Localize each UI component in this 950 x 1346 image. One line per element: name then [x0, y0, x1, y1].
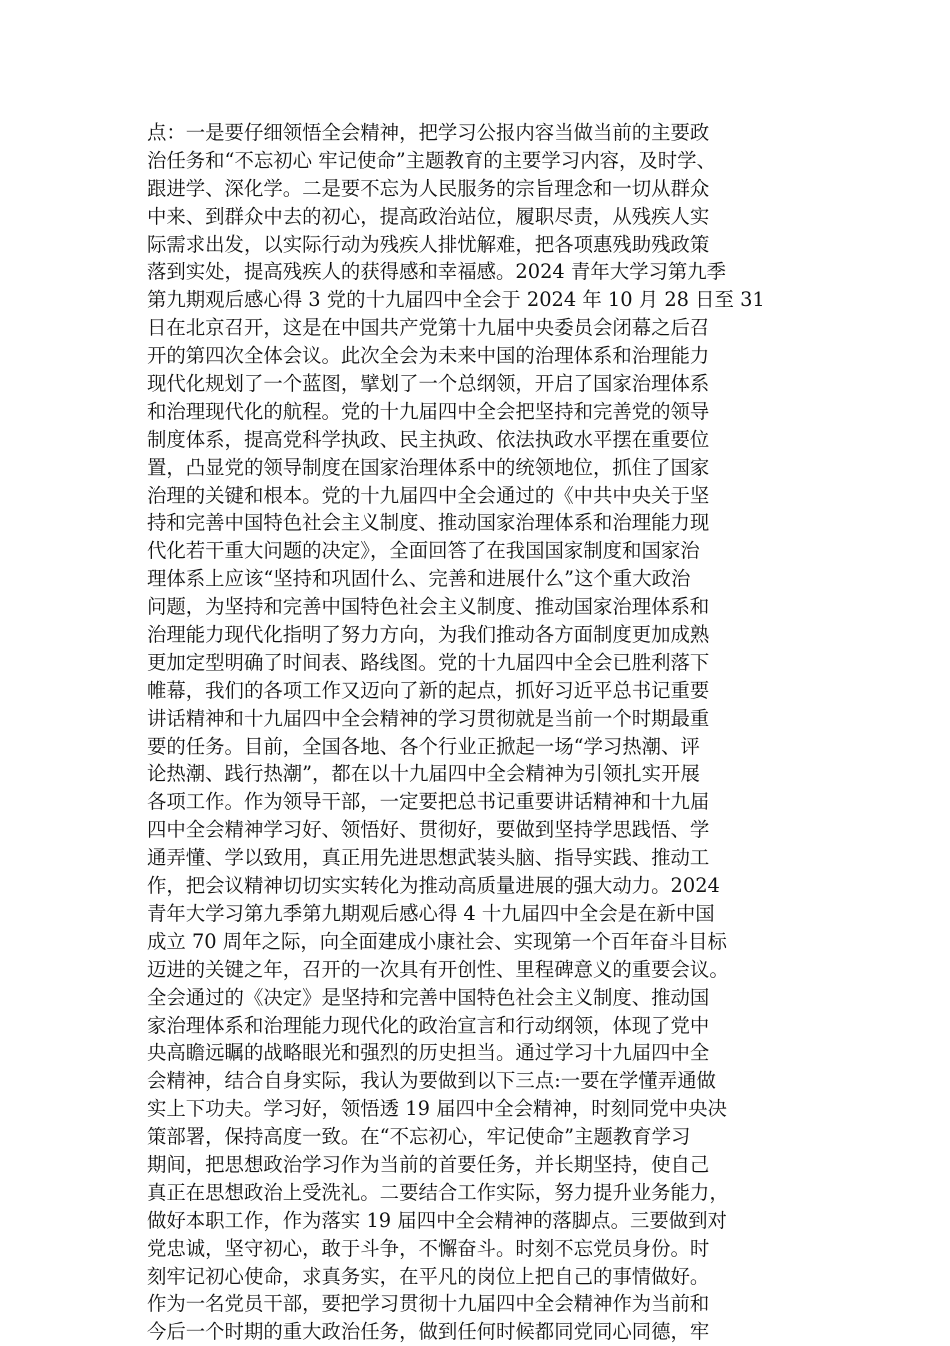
text-line: 要的任务。目前，全国各地、各个行业正掀起一场“学习热潮、评	[147, 734, 700, 758]
text-line: 实上下功夫。学习好，领悟透 19 届四中全会精神，时刻同党中央决	[147, 1097, 727, 1121]
text-line: 各项工作。作为领导干部，一定要把总书记重要讲话精神和十九届	[147, 790, 710, 814]
text-line: 第九期观后感心得 3 党的十九届四中全会于 2024 年 10 月 28 日至 31	[147, 288, 765, 312]
text-line: 跟进学、深化学。二是要不忘为人民服务的宗旨理念和一切从群众	[147, 176, 710, 200]
text-line: 全会通过的《决定》是坚持和完善中国特色社会主义制度、推动国	[147, 985, 710, 1009]
text-line: 期间，把思想政治学习作为当前的首要任务，并长期坚持，使自己	[147, 1152, 710, 1176]
text-line: 问题，为坚持和完善中国特色社会主义制度、推动国家治理体系和	[147, 595, 710, 619]
text-line: 青年大学习第九季第九期观后感心得 4 十九届四中全会是在新中国	[147, 901, 715, 925]
text-line: 做好本职工作，作为落实 19 届四中全会精神的落脚点。三要做到对	[147, 1208, 727, 1232]
text-line: 刻牢记初心使命，求真务实，在平凡的岗位上把自己的事情做好。	[147, 1264, 710, 1288]
text-line: 央高瞻远瞩的战略眼光和强烈的历史担当。通过学习十九届四中全	[147, 1041, 710, 1065]
text-line: 帷幕，我们的各项工作又迈向了新的起点，抓好习近平总书记重要	[147, 678, 710, 702]
text-line: 会精神，结合自身实际，我认为要做到以下三点:一要在学懂弄通做	[147, 1069, 716, 1093]
text-line: 党忠诚，坚守初心，敢于斗争，不懈奋斗。时刻不忘党员身份。时	[147, 1236, 710, 1260]
text-line: 点：一是要仔细领悟全会精神，把学习公报内容当做当前的主要政	[147, 121, 710, 144]
text-line: 更加定型明确了时间表、路线图。党的十九届四中全会已胜利落下	[147, 650, 710, 674]
text-line: 四中全会精神学习好、领悟好、贯彻好，要做到坚持学思践悟、学	[147, 818, 710, 842]
text-line: 今后一个时期的重大政治任务，做到任何时候都同党同心同德，牢	[147, 1320, 710, 1344]
text-line: 落到实处，提高残疾人的获得感和幸福感。2024 青年大学习第九季	[147, 260, 727, 284]
text-line: 策部署，保持高度一致。在“不忘初心，牢记使命”主题教育学习	[147, 1125, 691, 1149]
text-line: 治理能力现代化指明了努力方向，为我们推动各方面制度更加成熟	[147, 623, 710, 647]
text-line: 置，凸显党的领导制度在国家治理体系中的统领地位，抓住了国家	[147, 455, 710, 479]
body-text	[147, 119, 832, 1346]
text-line: 际需求出发，以实际行动为残疾人排忧解难，把各项惠残助残政策	[147, 232, 710, 256]
text-line: 作，把会议精神切切实实转化为推动高质量进展的强大动力。2024	[147, 874, 720, 898]
text-line: 中来、到群众中去的初心，提高政治站位，履职尽责，从残疾人实	[147, 204, 710, 228]
text-line: 开的第四次全体会议。此次全会为未来中国的治理体系和治理能力	[147, 344, 710, 368]
text-line: 和治理现代化的航程。党的十九届四中全会把坚持和完善党的领导	[147, 399, 710, 423]
text-line: 迈进的关键之年，召开的一次具有开创性、里程碑意义的重要会议。	[147, 957, 729, 981]
text-line: 治任务和“不忘初心 牢记使命”主题教育的主要学习内容，及时学、	[147, 148, 716, 172]
text-line: 治理的关键和根本。党的十九届四中全会通过的《中共中央关于坚	[147, 483, 710, 507]
text-line: 论热潮、践行热潮”，都在以十九届四中全会精神为引领扎实开展	[147, 762, 700, 786]
text-line: 讲话精神和十九届四中全会精神的学习贯彻就是当前一个时期最重	[147, 706, 710, 730]
text-line: 制度体系，提高党科学执政、民主执政、依法执政水平摆在重要位	[147, 427, 710, 451]
text-line: 代化若干重大问题的决定》，全面回答了在我国国家制度和国家治	[147, 539, 700, 563]
text-line: 真正在思想政治上受洗礼。二要结合工作实际，努力提升业务能力，	[147, 1180, 729, 1204]
text-line: 成立 70 周年之际，向全面建成小康社会、实现第一个百年奋斗目标	[147, 929, 727, 953]
text-line: 家治理体系和治理能力现代化的政治宣言和行动纲领，体现了党中	[147, 1013, 710, 1037]
text-line: 持和完善中国特色社会主义制度、推动国家治理体系和治理能力现	[147, 511, 710, 535]
text-line: 作为一名党员干部，要把学习贯彻十九届四中全会精神作为当前和	[147, 1292, 710, 1316]
text-line: 通弄懂、学以致用，真正用先进思想武装头脑、指导实践、推动工	[147, 846, 710, 870]
text-line: 日在北京召开，这是在中国共产党第十九届中央委员会闭幕之后召	[147, 316, 710, 340]
text-line: 理体系上应该“坚持和巩固什么、完善和进展什么”这个重大政治	[147, 567, 691, 591]
text-line: 现代化规划了一个蓝图，擘划了一个总纲领，开启了国家治理体系	[147, 372, 710, 396]
